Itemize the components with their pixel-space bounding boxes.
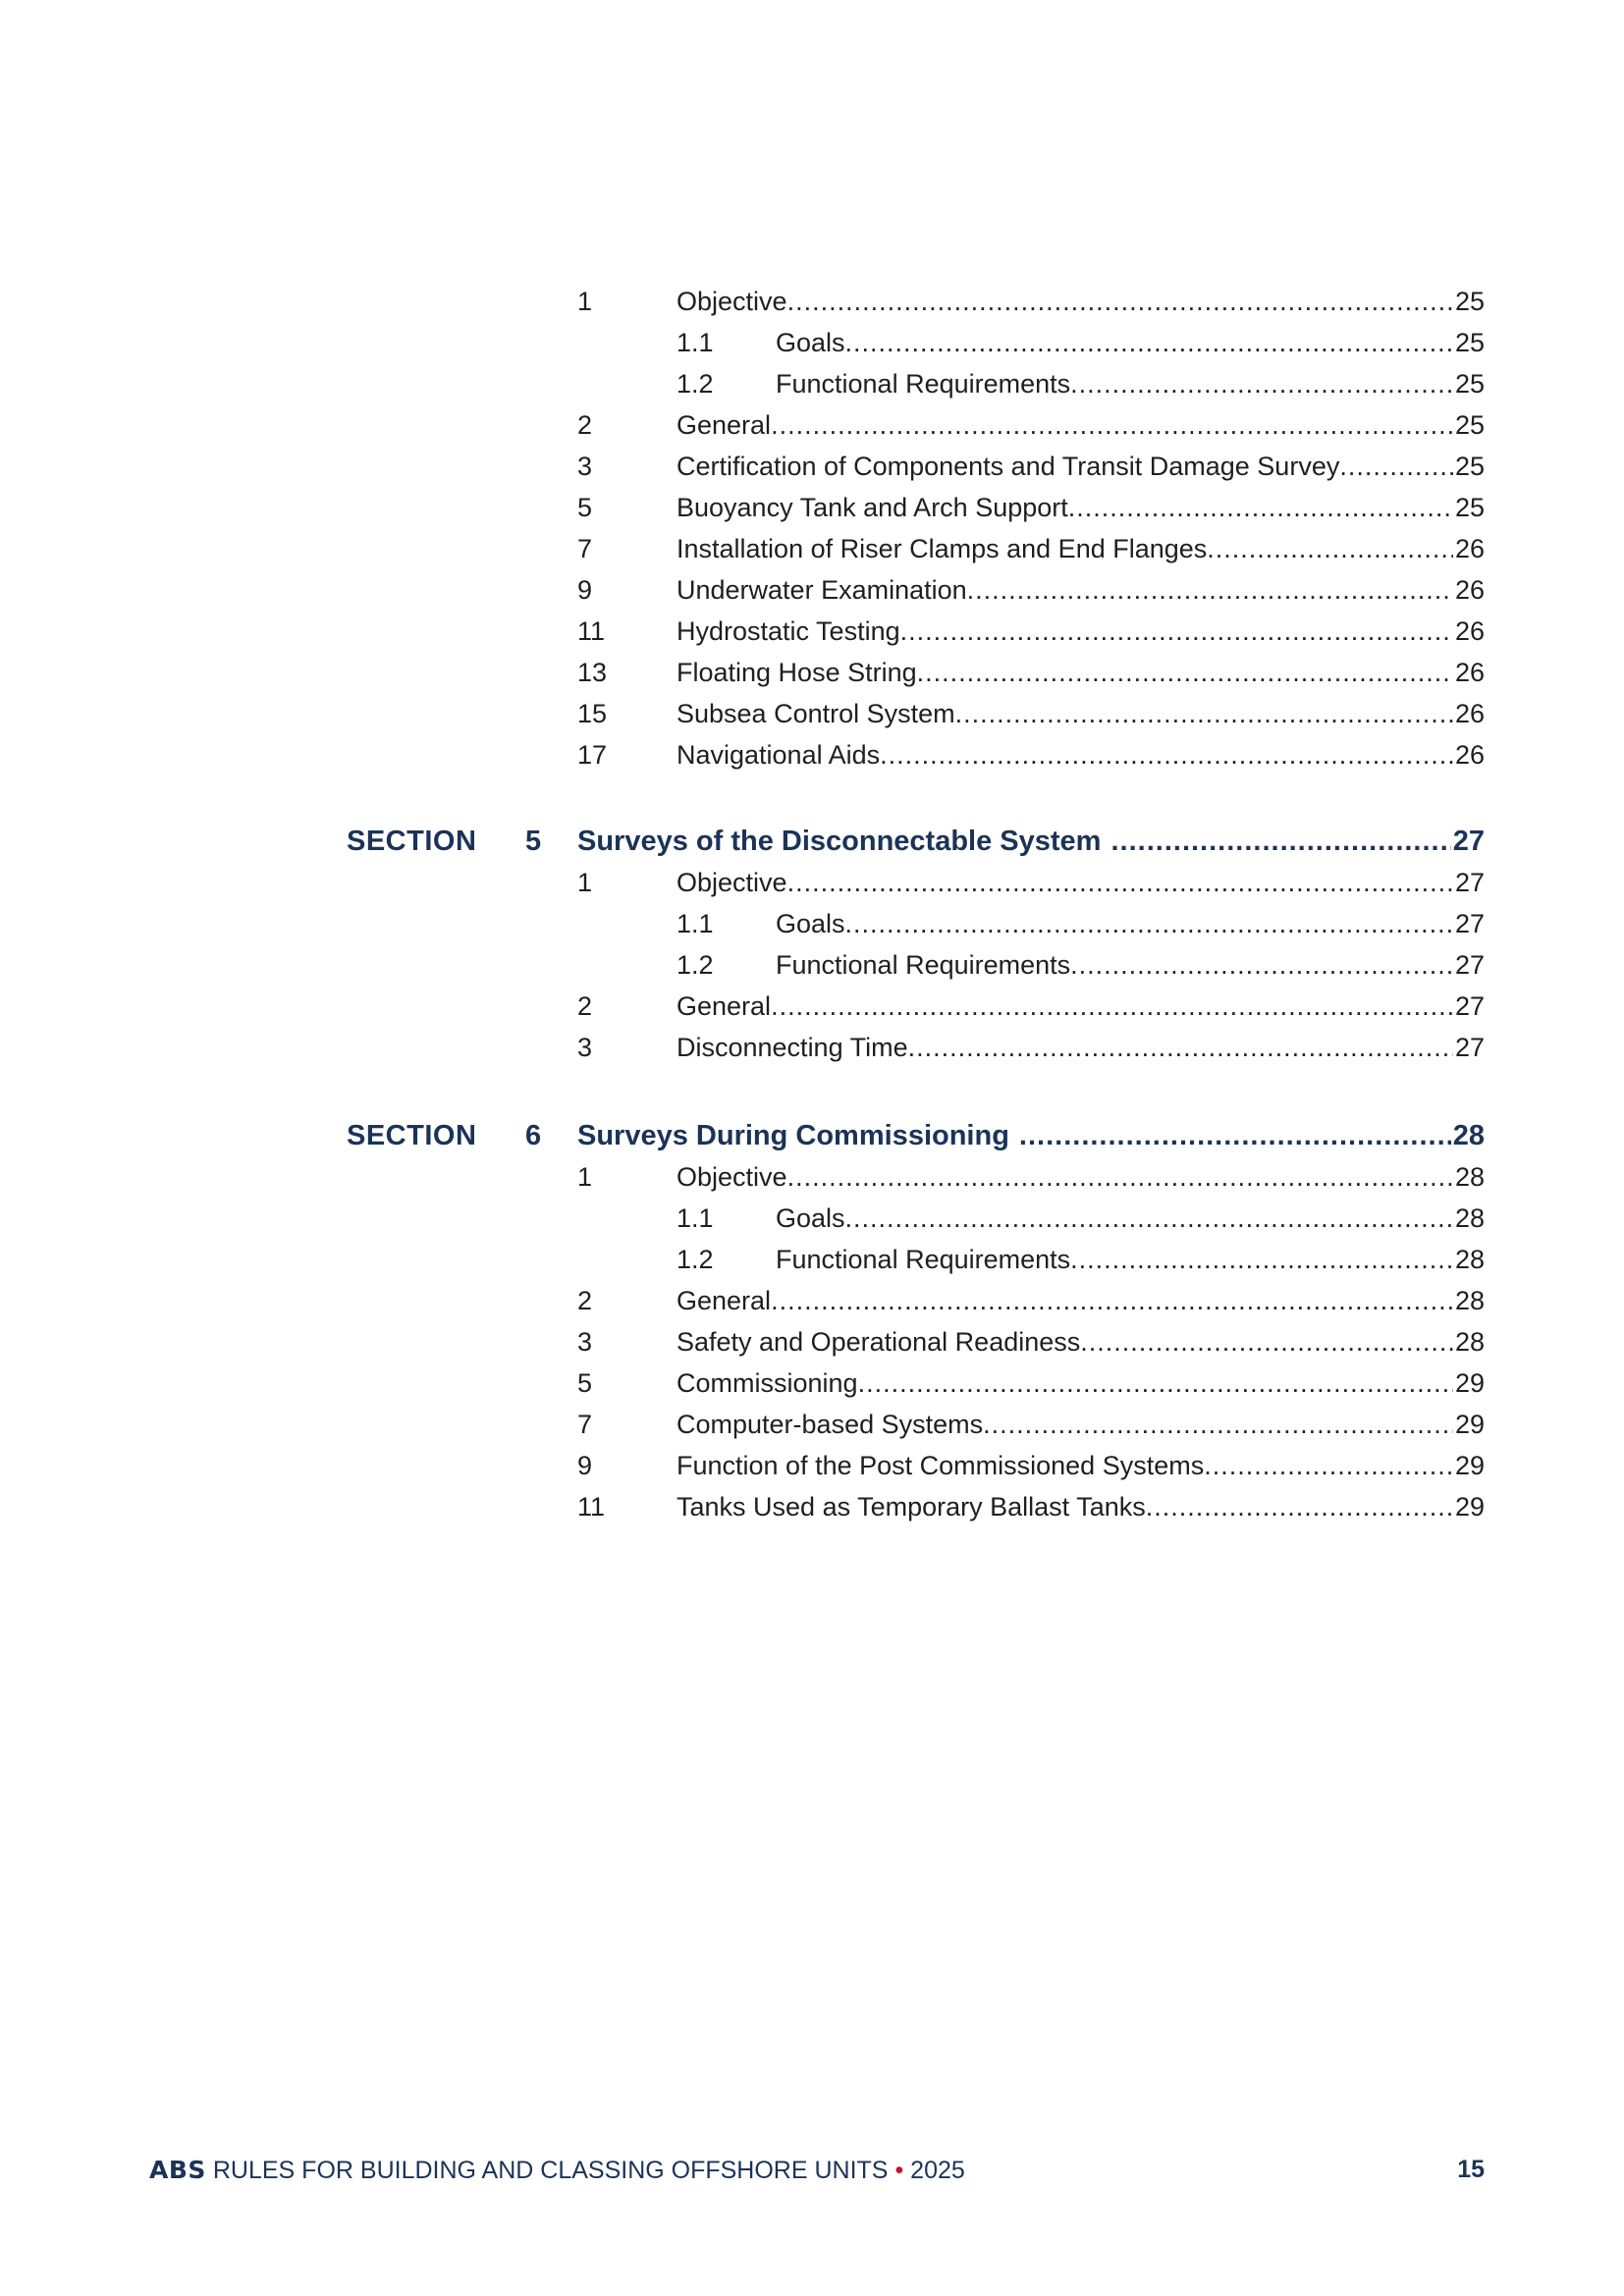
section-number: 5 <box>525 826 542 857</box>
toc-entry-page: 28 <box>1454 1286 1485 1315</box>
dot-leader <box>787 281 1453 322</box>
toc-entry-title: Certification of Components and Transit Damage Survey <box>677 452 1340 481</box>
page-footer <box>149 2156 1485 2195</box>
toc-entry-line <box>677 528 1485 569</box>
toc-entry[interactable] <box>0 734 1624 775</box>
toc-entry-page: 29 <box>1454 1410 1485 1439</box>
toc-entry-title: Goals <box>776 328 845 357</box>
toc-entry-number: 1.1 <box>677 909 714 938</box>
toc-entry-title: General <box>677 991 772 1021</box>
dot-leader <box>1070 363 1453 404</box>
toc-entry-page: 27 <box>1454 950 1485 980</box>
toc-entry-page: 26 <box>1454 740 1485 770</box>
toc-entry-title: Hydrostatic Testing <box>677 616 900 646</box>
toc-entry-line <box>677 611 1485 652</box>
toc-entry[interactable] <box>0 487 1624 528</box>
toc-entry-page: 29 <box>1454 1492 1485 1522</box>
toc-entry-title: Functional Requirements <box>776 1245 1071 1274</box>
toc-entry-number: 1.1 <box>677 1203 714 1233</box>
toc-entry-line <box>776 1239 1485 1280</box>
toc-entry-title: Installation of Riser Clamps and End Flanges <box>677 534 1208 563</box>
brand-logo-text: ABS <box>149 2156 206 2184</box>
toc-entry-line <box>677 1445 1485 1486</box>
dot-leader <box>845 1198 1453 1239</box>
toc-entry-number: 3 <box>577 1033 593 1062</box>
toc-entry[interactable] <box>0 986 1624 1027</box>
dot-leader <box>845 322 1453 363</box>
dot-leader <box>917 652 1453 693</box>
toc-entry-line <box>677 1027 1485 1068</box>
toc-subentry[interactable] <box>0 1198 1624 1239</box>
toc-entry-title: Subsea Control System <box>677 699 955 728</box>
toc-entry[interactable] <box>0 652 1624 693</box>
toc-subentry[interactable] <box>0 363 1624 404</box>
toc-entry-title: Objective <box>677 1162 787 1192</box>
toc-entry-line <box>677 862 1485 903</box>
toc-entry[interactable] <box>0 611 1624 652</box>
dot-leader <box>900 611 1453 652</box>
toc-entry-number: 17 <box>577 740 608 770</box>
toc-entry-number: 1.1 <box>677 328 714 357</box>
toc-section-line <box>577 1115 1485 1156</box>
toc-entry-line <box>677 986 1485 1027</box>
toc-entry[interactable] <box>0 693 1624 734</box>
toc-entry-number: 2 <box>577 410 593 440</box>
toc-entry-title: General <box>677 410 772 440</box>
toc-entry[interactable] <box>0 404 1624 446</box>
toc-entry-title: Underwater Examination <box>677 575 967 605</box>
toc-entry-page: 25 <box>1454 493 1485 522</box>
toc-entry-number: 2 <box>577 991 593 1021</box>
dot-leader <box>858 1362 1453 1404</box>
toc-entry-title: Goals <box>776 909 845 938</box>
toc-entry-title: Goals <box>776 1203 845 1233</box>
toc-entry-page: 27 <box>1454 1033 1485 1062</box>
toc-entry[interactable] <box>0 1404 1624 1445</box>
page-number: 15 <box>1457 2156 1485 2183</box>
toc-entry-title: Floating Hose String <box>677 658 917 687</box>
toc-entry-line <box>677 693 1485 734</box>
toc-entry-line <box>677 569 1485 611</box>
dot-leader <box>771 404 1453 446</box>
toc-subentry[interactable] <box>0 944 1624 986</box>
toc-entry-number: 1.2 <box>677 1245 714 1274</box>
section-title: Surveys During Commissioning <box>577 1120 1009 1151</box>
toc-entry-line <box>677 404 1485 446</box>
dot-leader <box>845 903 1453 944</box>
dot-leader <box>967 569 1453 611</box>
toc-subentry[interactable] <box>0 322 1624 363</box>
toc-entry-number: 9 <box>577 575 593 605</box>
dot-leader <box>771 986 1453 1027</box>
toc-section-heading[interactable] <box>0 821 1624 862</box>
toc-entry-page: 26 <box>1454 575 1485 605</box>
toc-entry-line <box>677 652 1485 693</box>
toc-entry[interactable] <box>0 1486 1624 1527</box>
toc-entry-number: 2 <box>577 1286 593 1315</box>
toc-entry[interactable] <box>0 1445 1624 1486</box>
separator-bullet: • <box>894 2157 904 2184</box>
dot-leader <box>1146 1486 1453 1527</box>
toc-entry-number: 5 <box>577 493 593 522</box>
toc-entry-page: 28 <box>1454 1162 1485 1192</box>
dot-leader <box>1204 1445 1453 1486</box>
toc-entry[interactable] <box>0 569 1624 611</box>
toc-entry-line <box>776 363 1485 404</box>
toc-entry-page: 25 <box>1454 328 1485 357</box>
toc-entry-page: 25 <box>1454 410 1485 440</box>
toc-entry-page: 28 <box>1454 1245 1485 1274</box>
toc-entry[interactable] <box>0 528 1624 569</box>
toc-entry[interactable] <box>0 1362 1624 1404</box>
toc-subentry[interactable] <box>0 903 1624 944</box>
toc-entry-number: 1.2 <box>677 369 714 399</box>
toc-entry-line <box>677 1156 1485 1198</box>
toc-entry-title: Objective <box>677 868 787 897</box>
toc-entry-title: Tanks Used as Temporary Ballast Tanks <box>677 1492 1146 1522</box>
toc-entry-number: 1 <box>577 287 593 316</box>
toc-entry-title: Functional Requirements <box>776 950 1071 980</box>
toc-entry-number: 3 <box>577 1327 593 1357</box>
toc-entry-number: 1.2 <box>677 950 714 980</box>
toc-entry-line <box>776 944 1485 986</box>
dot-leader <box>1101 821 1450 862</box>
dot-leader <box>1339 446 1453 487</box>
dot-leader <box>1068 487 1453 528</box>
toc-entry-page: 29 <box>1454 1451 1485 1480</box>
toc-entry-line <box>677 1404 1485 1445</box>
toc-entry-number: 5 <box>577 1368 593 1398</box>
toc-entry-number: 15 <box>577 699 608 728</box>
toc-entry-title: Disconnecting Time <box>677 1033 908 1062</box>
toc-entry[interactable] <box>0 1027 1624 1068</box>
toc-entry-number: 1 <box>577 1162 593 1192</box>
toc-entry-number: 7 <box>577 534 593 563</box>
dot-leader <box>955 693 1453 734</box>
section-page: 27 <box>1452 826 1485 857</box>
dot-leader <box>787 862 1453 903</box>
section-title: Surveys of the Disconnectable System <box>577 826 1102 857</box>
toc-entry-page: 27 <box>1454 991 1485 1021</box>
toc-entry-title: Computer-based Systems <box>677 1410 984 1439</box>
toc-entry-page: 26 <box>1454 534 1485 563</box>
toc-entry-page: 28 <box>1454 1327 1485 1357</box>
toc-entry-line <box>677 487 1485 528</box>
toc-entry-number: 11 <box>577 1492 606 1522</box>
toc-entry-number: 3 <box>577 452 593 481</box>
toc-entry[interactable] <box>0 446 1624 487</box>
section-label: SECTION <box>347 826 477 857</box>
toc-entry-number: 11 <box>577 616 606 646</box>
toc-entry-line <box>677 1362 1485 1404</box>
toc-entry-line <box>677 1321 1485 1362</box>
toc-entry-page: 27 <box>1454 868 1485 897</box>
dot-leader <box>908 1027 1453 1068</box>
section-number: 6 <box>525 1120 542 1151</box>
toc-entry-line <box>677 1280 1485 1321</box>
dot-leader <box>983 1404 1453 1445</box>
toc-entry-page: 25 <box>1454 287 1485 316</box>
dot-leader <box>1070 1239 1453 1280</box>
toc-entry-line <box>776 903 1485 944</box>
toc-section-line <box>577 821 1485 862</box>
document-title: RULES FOR BUILDING AND CLASSING OFFSHORE UNITS <box>212 2157 889 2184</box>
toc-entry-line <box>776 1198 1485 1239</box>
dot-leader <box>1207 528 1453 569</box>
toc-entry-page: 28 <box>1454 1203 1485 1233</box>
toc-entry-page: 26 <box>1454 658 1485 687</box>
toc-entry-number: 9 <box>577 1451 593 1480</box>
toc-entry-page: 29 <box>1454 1368 1485 1398</box>
toc-entry-line <box>677 1486 1485 1527</box>
toc-entry[interactable] <box>0 1156 1624 1198</box>
toc-entry[interactable] <box>0 1280 1624 1321</box>
toc-entry-title: Objective <box>677 287 787 316</box>
toc-entry[interactable] <box>0 1321 1624 1362</box>
toc-entry[interactable] <box>0 862 1624 903</box>
toc-entry-page: 27 <box>1454 909 1485 938</box>
toc-entry-number: 1 <box>577 868 593 897</box>
dot-leader <box>1009 1115 1451 1156</box>
toc-entry-page: 25 <box>1454 369 1485 399</box>
dot-leader <box>1080 1321 1453 1362</box>
toc-entry-title: Function of the Post Commissioned Systems <box>677 1451 1205 1480</box>
dot-leader <box>1070 944 1453 986</box>
dot-leader <box>787 1156 1453 1198</box>
toc-entry-title: Commissioning <box>677 1368 858 1398</box>
dot-leader <box>771 1280 1453 1321</box>
toc-entry-title: Navigational Aids <box>677 740 881 770</box>
toc-entry[interactable] <box>0 281 1624 322</box>
dot-leader <box>880 734 1453 775</box>
section-label: SECTION <box>347 1120 477 1151</box>
toc-entry-title: Buoyancy Tank and Arch Support <box>677 493 1068 522</box>
toc-entry-number: 13 <box>577 658 608 687</box>
toc-section-heading[interactable] <box>0 1115 1624 1156</box>
toc-subentry[interactable] <box>0 1239 1624 1280</box>
toc-entry-title: Safety and Operational Readiness <box>677 1327 1081 1357</box>
toc-entry-title: Functional Requirements <box>776 369 1071 399</box>
toc-entry-page: 25 <box>1454 452 1485 481</box>
section-page: 28 <box>1452 1120 1485 1151</box>
toc-entry-page: 26 <box>1454 699 1485 728</box>
toc-entry-line <box>677 734 1485 775</box>
toc-entry-line <box>677 446 1485 487</box>
document-year: 2025 <box>910 2157 965 2184</box>
toc-entry-line <box>677 281 1485 322</box>
toc-entry-line <box>776 322 1485 363</box>
toc-entry-number: 7 <box>577 1410 593 1439</box>
toc-entry-title: General <box>677 1286 772 1315</box>
toc-entry-page: 26 <box>1454 616 1485 646</box>
